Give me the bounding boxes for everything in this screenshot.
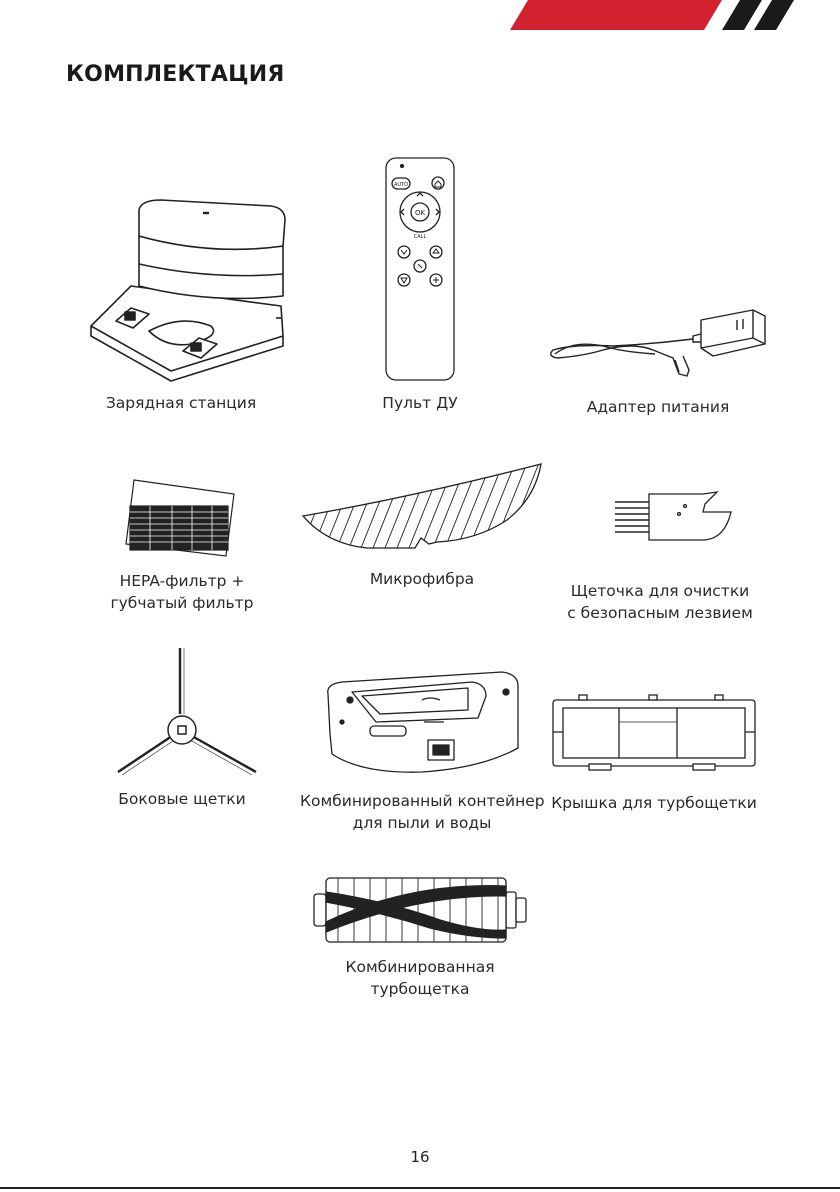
item-turbo-brush xyxy=(300,872,540,1000)
item-power-adapter xyxy=(538,300,778,418)
item-charging-dock xyxy=(66,186,296,414)
caption-charging-dock: Зарядная станция xyxy=(105,394,257,412)
power-adapter-icon xyxy=(543,300,773,386)
item-remote-control xyxy=(330,156,510,414)
item-turbo-brush-cover xyxy=(548,692,760,814)
cleaning-brush-icon xyxy=(585,488,735,548)
caption-hepa-filter: HEPA-фильтр + губчатый фильтр xyxy=(110,572,254,612)
caption-turbo-brush-cover: Крышка для турбощетки xyxy=(551,794,757,812)
remote-auto-label: AUTO xyxy=(393,182,409,188)
caption-turbo-brush: Комбинированная турбощетка xyxy=(345,958,495,998)
caption-cleaning-brush: Щеточка для очистки с безопасным лезвием xyxy=(567,582,753,622)
footer-divider xyxy=(0,1187,840,1189)
dust-water-container-icon xyxy=(322,664,522,776)
caption-remote-control: Пульт ДУ xyxy=(382,394,458,412)
microfiber-pad-icon xyxy=(297,458,547,558)
remote-ok-label: OK xyxy=(414,209,426,217)
turbo-brush-cover-icon xyxy=(549,692,759,774)
page-number: 16 xyxy=(410,1148,430,1166)
caption-side-brush: Боковые щетки xyxy=(118,790,246,808)
item-microfiber-pad xyxy=(296,458,548,590)
remote-call-label: CALL xyxy=(413,234,427,240)
charging-dock-icon xyxy=(71,186,291,386)
item-dust-water-container xyxy=(300,664,544,834)
header-banner xyxy=(0,0,840,40)
caption-dust-water-container: Комбинированный контейнер для пыли и воды xyxy=(300,792,545,832)
item-cleaning-brush xyxy=(554,488,766,624)
caption-power-adapter: Адаптер питания xyxy=(586,398,730,416)
turbo-brush-icon xyxy=(310,872,530,948)
page-title: КОМПЛЕКТАЦИЯ xyxy=(66,62,285,87)
caption-microfiber-pad: Микрофибра xyxy=(369,570,475,588)
item-hepa-filter xyxy=(76,476,288,614)
remote-control-icon xyxy=(380,156,460,384)
hepa-filter-icon xyxy=(122,476,242,560)
item-side-brush xyxy=(90,644,274,810)
side-brush-icon xyxy=(102,644,262,778)
